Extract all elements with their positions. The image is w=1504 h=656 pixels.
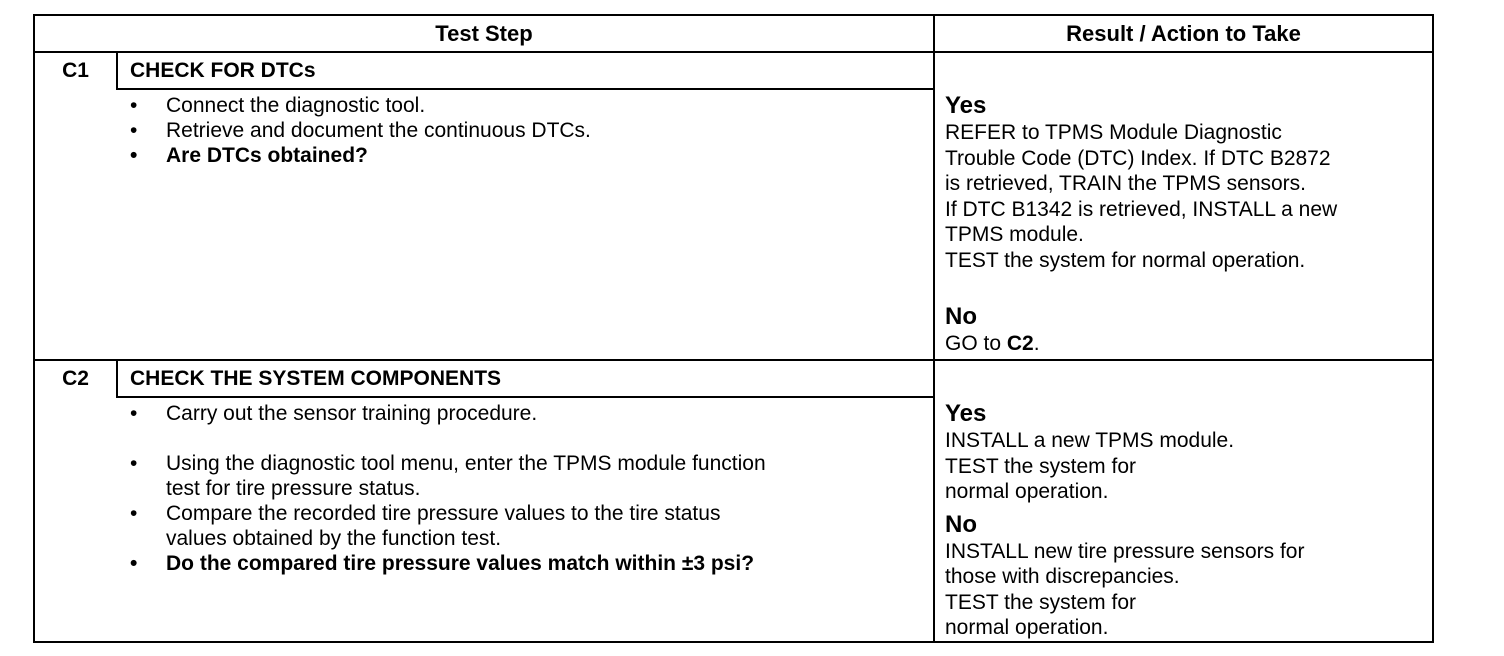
step-title-c1: CHECK FOR DTCs xyxy=(130,59,316,82)
header-result-action: Result / Action to Take xyxy=(1066,21,1301,46)
step-title-c2: CHECK THE SYSTEM COMPONENTS xyxy=(130,367,502,390)
step-id-c2: C2 xyxy=(62,367,89,390)
no-label: No xyxy=(945,510,977,538)
result-line: TEST the system for xyxy=(945,590,1136,614)
list-item-question: • Do the compared tire pressure values match within ±3 psi? xyxy=(118,551,928,576)
header-test-step: Test Step xyxy=(435,21,533,46)
c2-result xyxy=(945,400,1427,641)
list-item: • Connect the diagnostic tool. xyxy=(118,93,928,118)
list-item: • Carry out the sensor training procedure. xyxy=(118,401,928,426)
diagnostic-table xyxy=(33,14,1434,643)
c1-result-no xyxy=(945,303,1427,357)
no-label: No xyxy=(945,303,977,330)
c1-instructions xyxy=(118,93,928,168)
result-line: INSTALL a new TPMS module. xyxy=(945,429,1235,452)
list-item: • Using the diagnostic tool menu, enter the TPMS module function test for tire pressure status. xyxy=(118,451,928,501)
c1-result xyxy=(945,92,1427,273)
step-link-c2: C2 xyxy=(1006,332,1034,355)
result-line: REFER to TPMS Module Diagnostic xyxy=(945,121,1282,144)
result-line: normal operation. xyxy=(945,480,1109,503)
c1-id-divider xyxy=(116,51,118,89)
go-to-text: GO to xyxy=(945,332,1007,355)
result-line xyxy=(945,331,1427,357)
column-divider xyxy=(933,16,935,641)
list-item: • Compare the recorded tire pressure values to the tire status values obtained by the function test. xyxy=(118,501,928,551)
result-line: TPMS module. xyxy=(945,223,1084,246)
result-line: Trouble Code (DTC) Index. If DTC B2872 xyxy=(945,146,1331,170)
step-id-c1: C1 xyxy=(62,59,89,82)
result-line: is retrieved, TRAIN the TPMS sensors. xyxy=(945,172,1307,195)
period-text: . xyxy=(1033,332,1040,355)
yes-label: Yes xyxy=(945,92,987,119)
c2-instructions xyxy=(118,401,928,576)
result-line: TEST the system for xyxy=(945,454,1136,478)
result-line: If DTC B1342 is retrieved, INSTALL a new xyxy=(945,197,1338,221)
yes-label: Yes xyxy=(945,400,987,427)
result-line: TEST the system for normal operation. xyxy=(945,248,1306,272)
c2-id-divider xyxy=(116,359,118,397)
list-item: • Retrieve and document the continuous DTCs. xyxy=(118,118,928,143)
result-line: normal operation. xyxy=(945,616,1109,639)
result-line: those with discrepancies. xyxy=(945,565,1180,588)
list-item-question: • Are DTCs obtained? xyxy=(118,143,928,168)
result-line: INSTALL new tire pressure sensors for xyxy=(945,539,1305,563)
